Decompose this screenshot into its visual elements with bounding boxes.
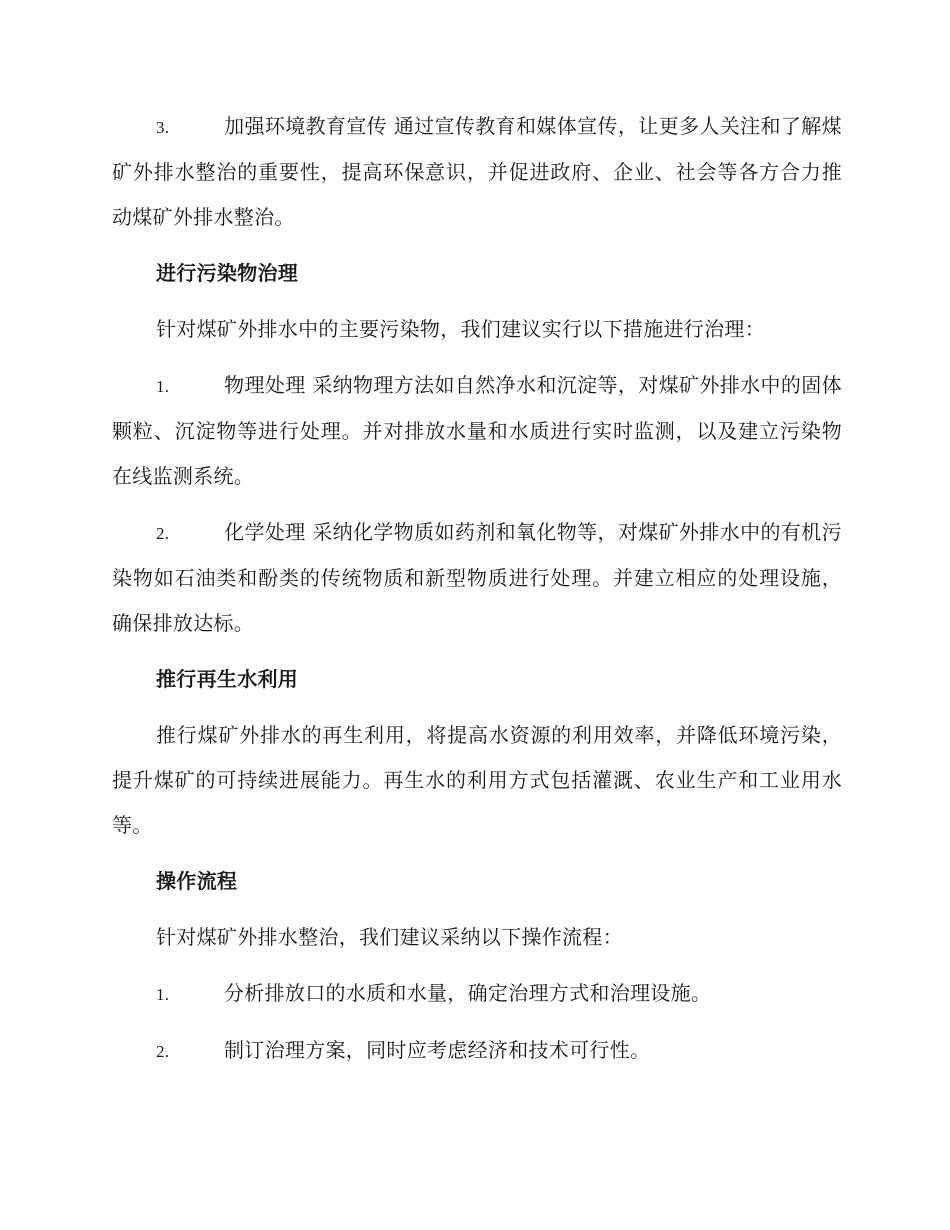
list-item-text: 制订治理方案，同时应考虑经济和技术可行性。 [224, 1038, 651, 1062]
section-heading: 进行污染物治理 [156, 261, 299, 285]
list-item-lead: 物理处理 [224, 373, 306, 397]
paragraph: 针对煤矿外排水中的主要污染物，我们建议实行以下措施进行治理： [156, 317, 765, 341]
list-item [112, 363, 842, 499]
section-heading: 操作流程 [156, 869, 238, 893]
list-item-text: 分析排放口的水质和水量，确定治理方式和治理设施。 [224, 981, 712, 1005]
list-item [112, 510, 842, 646]
document-page [112, 104, 842, 1085]
list-item-text: 通过宣传教育和媒体宣传，让更多人关注和了解煤矿外排水整治的重要性，提高环保意识，并促进政府、企业、社会等各方合力推动煤矿外排水整治。 [112, 114, 842, 229]
list-number: 2. [156, 1042, 170, 1061]
paragraph: 针对煤矿外排水整治，我们建议采纳以下操作流程： [156, 925, 623, 949]
list-item-text: 采纳物理方法如自然净水和沉淀等，对煤矿外排水中的固体颗粒、沉淀物等进行处理。并对排放水量和水质进行实时监测，以及建立污染物在线监测系统。 [112, 373, 842, 488]
section-heading: 推行再生水利用 [156, 667, 299, 691]
list-number: 1. [156, 985, 170, 1004]
list-item [112, 971, 842, 1017]
list-number: 1. [156, 377, 170, 396]
list-item-lead: 加强环境教育宣传 [224, 114, 388, 138]
list-number: 3. [156, 118, 170, 137]
paragraph: 推行煤矿外排水的再生利用，将提高水资源的利用效率，并降低环境污染，提升煤矿的可持续进展能力。再生水的利用方式包括灌溉、农业生产和工业用水等。 [112, 723, 842, 837]
list-item-lead: 化学处理 [224, 520, 306, 544]
list-number: 2. [156, 524, 170, 543]
list-item [112, 104, 842, 240]
list-item [112, 1028, 842, 1074]
list-item-text: 采纳化学物质如药剂和氧化物等，对煤矿外排水中的有机污染物如石油类和酚类的传统物质和新型物质进行处理。并建立相应的处理设施，确保排放达标。 [112, 520, 842, 635]
